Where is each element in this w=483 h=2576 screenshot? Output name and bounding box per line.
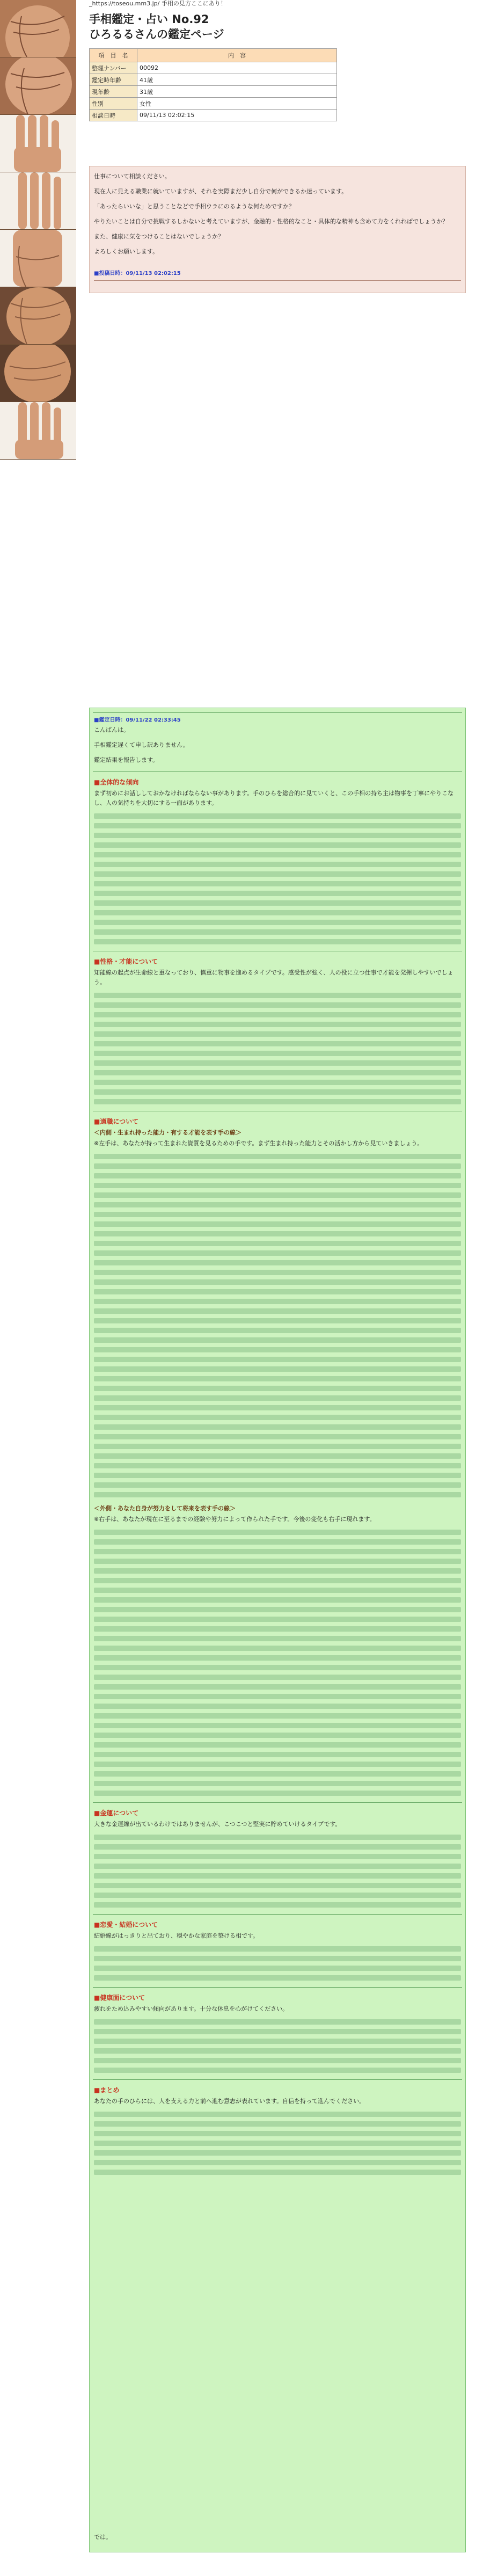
title-line-1: 手相鑑定・占い No.92 <box>89 13 209 26</box>
palm-photo-4 <box>0 172 76 230</box>
info-value: 41歳 <box>137 74 337 86</box>
section-heading: ■金運について <box>94 1809 139 1817</box>
info-value: 09/11/13 02:02:15 <box>137 110 337 121</box>
page-title <box>89 12 483 42</box>
text-block <box>90 1835 465 1908</box>
section-subheading: ＜内側・生まれ持った能力・有する才能を表す手の線＞ <box>94 1129 241 1136</box>
section-heading: ■健康面について <box>94 1994 145 2002</box>
reading-divider <box>93 712 462 713</box>
info-key: 現年齢 <box>90 86 137 98</box>
info-key: 整理ナンバー <box>90 62 137 74</box>
section-text: 知能線の起点が生命線と重なっており、慎重に物事を進めるタイプです。感受性が強く、人の役に立つ仕事で才能を発揮しやすいでしょう。 <box>94 969 453 986</box>
reading-timestamp: ■鑑定日時：09/11/22 02:33:45 <box>94 717 181 723</box>
section-summary <box>90 2079 465 2175</box>
text-block <box>90 1154 465 1497</box>
consult-divider <box>94 280 461 281</box>
info-value: 00092 <box>137 62 337 74</box>
palm-photo-2 <box>0 57 76 115</box>
info-key: 相談日時 <box>90 110 137 121</box>
text-block <box>90 993 465 1104</box>
section-heading: ■全体的な傾向 <box>94 778 139 786</box>
palm-photo-5 <box>0 230 76 287</box>
section-text: ※左手は、あなたが持って生まれた資質を見るための手です。まず生まれ持った能力とその活かし方から見ていきましょう。 <box>94 1140 423 1147</box>
consult-p4: やりたいことは自分で挑戦するしかないと考えていますが、金融的・性格的なこと・具体的な精神も含めて力をくれればでしょうか？ <box>94 218 448 225</box>
text-block <box>90 2112 465 2175</box>
section-divider <box>93 1802 462 1803</box>
section-career-right-hand <box>90 1504 465 1796</box>
info-key: 性別 <box>90 98 137 110</box>
consult-p3: 「あったらいいな」と思うことなどで手相ウラにのるような何ためですか？ <box>94 203 295 210</box>
section-text: まず初めにお話ししておかなければならない事があります。手のひらを総合的に見ていくと、この手相の持ち主は物事を丁寧にやりこなし、人の気持ちを大切にする一面があります。 <box>94 790 454 806</box>
section-personality <box>90 951 465 1104</box>
palm-photo-1 <box>0 0 76 57</box>
palm-photo-8 <box>0 402 76 460</box>
info-header-key: 項 目 名 <box>90 49 137 62</box>
consultation-box <box>89 166 466 293</box>
info-key: 鑑定時年齢 <box>90 74 137 86</box>
info-value: 31歳 <box>137 86 337 98</box>
section-divider <box>93 1987 462 1988</box>
palm-photo-6 <box>0 287 76 345</box>
reading-closing: では。 <box>94 2534 112 2541</box>
section-money <box>90 1802 465 1908</box>
section-heading: ■恋愛・結婚について <box>94 1921 158 1929</box>
section-subheading: ＜外側・あなた自身が努力をして将来を表す手の線＞ <box>94 1505 236 1512</box>
consult-p5: また、健康に気をつけることはないでしょうか？ <box>94 233 224 240</box>
section-text: 大きな金運線が出ているわけではありませんが、こつこつと堅実に貯めていけるタイプです。 <box>94 1821 341 1828</box>
section-divider <box>93 2079 462 2080</box>
section-divider <box>93 1914 462 1915</box>
reading-box <box>89 708 466 2552</box>
palm-photo-7 <box>0 345 76 402</box>
section-heading: ■性格・才能について <box>94 958 158 965</box>
text-block <box>90 2019 465 2073</box>
reading-intro-1: 手相鑑定遅くて申し訳ありません。 <box>94 741 189 748</box>
palm-photo-3 <box>0 115 76 172</box>
palm-photo-column <box>0 0 76 460</box>
section-overall <box>90 772 465 944</box>
consult-p6: よろしくお願いします。 <box>94 248 159 255</box>
section-text: 疲れをため込みやすい傾向があります。十分な休息を心がけてください。 <box>94 2005 289 2012</box>
section-love <box>90 1914 465 1981</box>
page-url: _https://toseou.mm3.jp/ 手相の見方ここにあり！ <box>89 0 226 7</box>
title-line-2: ひろるるさんの鑑定ページ <box>89 28 224 41</box>
consult-timestamp: ■投稿日時：09/11/13 02:02:15 <box>94 271 181 276</box>
reading-intro-2: 鑑定結果を報告します。 <box>94 756 159 763</box>
section-text: ※右手は、あなたが現在に至るまでの経験や努力によって作られた手です。今後の変化も右手に現れます。 <box>94 1516 376 1523</box>
text-block <box>90 1530 465 1796</box>
section-heading: ■適職について <box>94 1118 139 1125</box>
text-block <box>90 1946 465 1981</box>
section-text: 結婚線がはっきりと出ており、穏やかな家庭を築ける相です。 <box>94 1932 259 1939</box>
section-text: あなたの手のひらには、人を支える力と前へ進む意志が表れています。自信を持って進んでください。 <box>94 2098 365 2105</box>
main-content <box>89 0 483 2541</box>
consult-p1: 仕事について相談ください。 <box>94 173 171 180</box>
info-value: 女性 <box>137 98 337 110</box>
text-block <box>90 813 465 944</box>
section-health <box>90 1987 465 2073</box>
consult-p2: 現在人に見える職業に就いていますが、それを実際まだ少し自分で何ができるか迷っています。 <box>94 188 348 195</box>
info-table <box>89 48 337 121</box>
info-header-value: 内 容 <box>137 49 337 62</box>
section-heading: ■まとめ <box>94 2086 120 2094</box>
reading-greeting: こんばんは。 <box>94 726 129 733</box>
section-career <box>90 1111 465 1497</box>
